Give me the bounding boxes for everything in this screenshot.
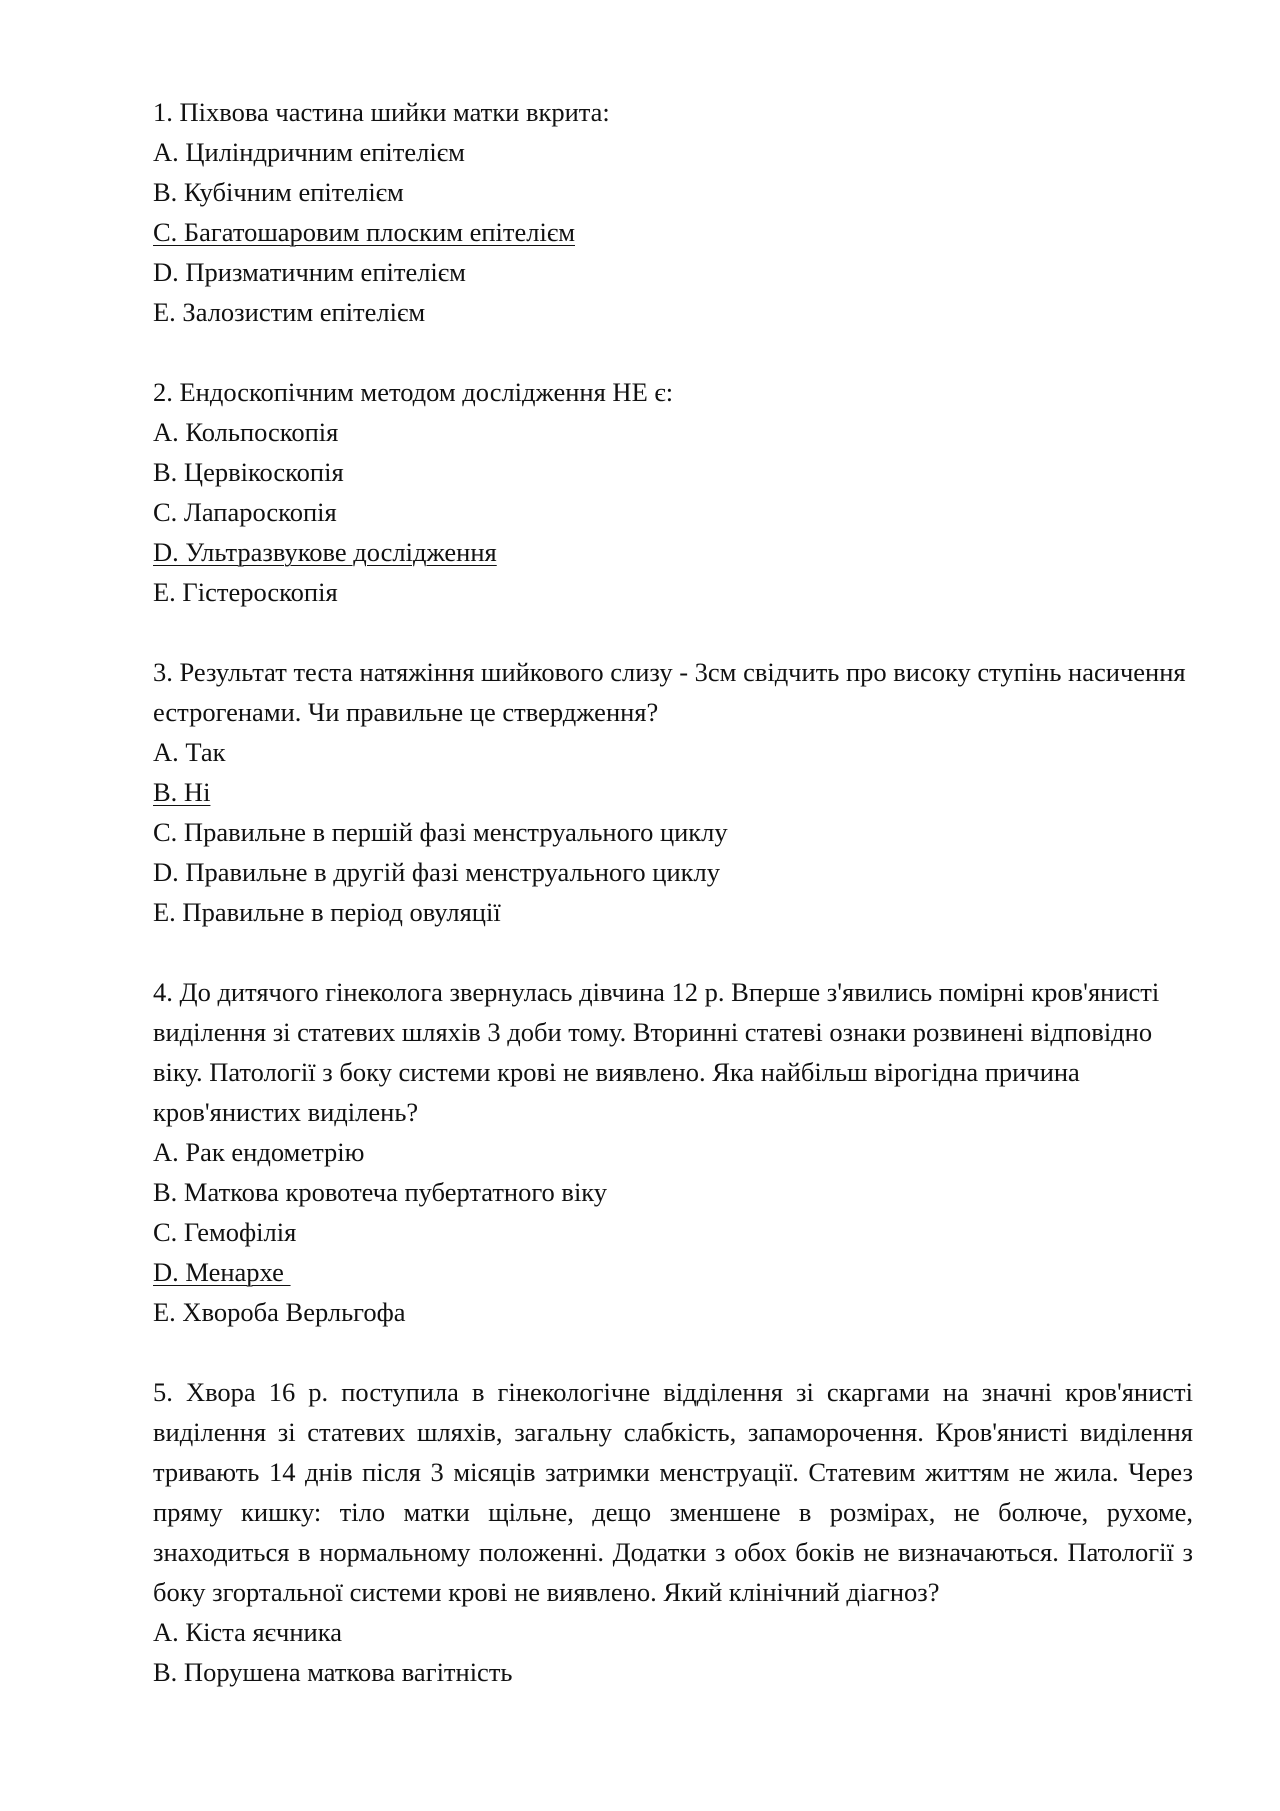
question-3 xyxy=(153,652,1193,932)
question-stem: 4. До дитячого гінеколога звернулась дівчина 12 р. Вперше з'явились помірні кров'янисті виділення зі статевих шляхів 3 доби тому. Вторинні статеві ознаки розвинені відповідно віку. Патології з боку системи крові не виявлено. Яка найбільш вірогідна причина кров'янистих виділень? xyxy=(153,977,1160,1127)
correct-answer-option-c: C. Багатошаровим плоским епітелієм xyxy=(153,217,575,247)
answer-option-a: A. Кіста яєчника xyxy=(153,1617,342,1647)
answer-option-e: E. Гістероскопія xyxy=(153,577,338,607)
answer-option-e: E. Правильне в період овуляції xyxy=(153,897,501,927)
answer-option-a: A. Так xyxy=(153,737,226,767)
answer-option-c: C. Правильне в першій фазі менструального циклу xyxy=(153,817,728,847)
question-stem: 1. Піхвова частина шийки матки вкрита: xyxy=(153,97,610,127)
answer-option-c: C. Гемофілія xyxy=(153,1217,297,1247)
document-page xyxy=(153,92,1193,1692)
question-1 xyxy=(153,92,1193,332)
answer-option-b: B. Цервікоскопія xyxy=(153,457,344,487)
question-stem: 2. Ендоскопічним методом дослідження НЕ є: xyxy=(153,377,674,407)
answer-option-e: E. Хвороба Верльгофа xyxy=(153,1297,406,1327)
answer-option-a: A. Циліндричним епітелієм xyxy=(153,137,465,167)
correct-answer-option-d: D. Ультразвукове дослідження xyxy=(153,537,497,567)
answer-option-d: D. Призматичним епітелієм xyxy=(153,257,466,287)
question-2 xyxy=(153,372,1193,612)
question-4 xyxy=(153,972,1193,1332)
question-5 xyxy=(153,1372,1193,1692)
answer-option-d: D. Правильне в другій фазі менструального циклу xyxy=(153,857,721,887)
correct-answer-option-d: D. Менархе xyxy=(153,1257,291,1287)
answer-option-c: C. Лапароскопія xyxy=(153,497,337,527)
answer-option-b: B. Кубічним епітелієм xyxy=(153,177,404,207)
correct-answer-option-b: B. Ні xyxy=(153,777,211,807)
answer-option-b: B. Маткова кровотеча пубертатного віку xyxy=(153,1177,608,1207)
answer-option-a: A. Рак ендометрію xyxy=(153,1137,365,1167)
answer-option-e: E. Залозистим епітелієм xyxy=(153,297,426,327)
question-stem: 5. Хвора 16 р. поступила в гінекологічне відділення зі скаргами на значні кров'янисті виділення зі статевих шляхів, загальну слабкість, запаморочення. Кров'янисті виділення тривають 14 днів після 3 місяців затримки менструації. Статевим життям не жила. Через пряму кишку: тіло матки щільне, дещо зменшене в розмірах, не болюче, рухоме, знаходиться в нормальному положенні. Додатки з обох боків не визначаються. Патології з боку згортальної системи крові не виявлено. Який клінічний діагноз? xyxy=(153,1377,1193,1607)
question-stem: 3. Результат теста натяжіння шийкового слизу - 3см свідчить про високу ступінь насичення естрогенами. Чи правильне це ствердження? xyxy=(153,657,1186,727)
answer-option-a: A. Кольпоскопія xyxy=(153,417,339,447)
answer-option-b: B. Порушена маткова вагітність xyxy=(153,1657,513,1687)
